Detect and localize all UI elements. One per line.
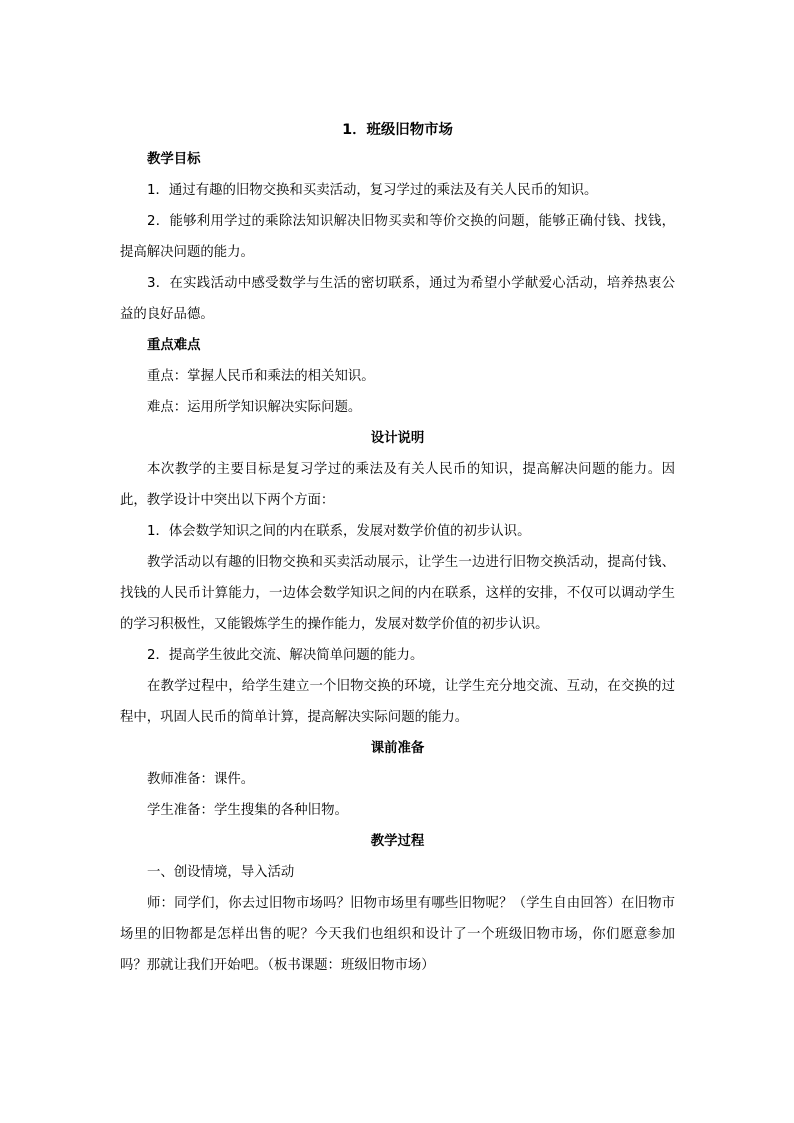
student-preparation: 学生准备：学生搜集的各种旧物。 <box>147 803 348 818</box>
teacher-preparation: 教师准备：课件。 <box>147 772 255 787</box>
step-1-text: 师：同学们，你去过旧物市场吗？旧物市场里有哪些旧物呢？（学生自由回答）在旧物市场里的旧物都是怎样出售的呢？今天我们也组织和设计了一个班级旧物市场，你们愿意参加吗？那就让我们开始吧。（板书课题：班级旧物市场） <box>120 896 675 973</box>
design-intro: 本次教学的主要目标是复习学过的乘法及有关人民币的知识，提高解决问题的能力。因此，教学设计中突出以下两个方面： <box>120 462 675 508</box>
design-point-2: 2．提高学生彼此交流、解决简单问题的能力。 <box>147 648 424 663</box>
design-point-1: 1．体会数学知识之间的内在联系，发展对数学价值的初步认识。 <box>147 524 531 539</box>
design-point-1-text: 教学活动以有趣的旧物交换和买卖活动展示，让学生一边进行旧物交换活动，提高付钱、找钱的人民币计算能力，一边体会数学知识之间的内在联系，这样的安排，不仅可以调动学生的学习积极性，又能锻炼学生的操作能力，发展对数学价值的初步认识。 <box>120 555 675 632</box>
page-title: 1．班级旧物市场 <box>342 122 453 138</box>
objective-item: 2．能够利用学过的乘除法知识解决旧物买卖和等价交换的问题，能够正确付钱、找钱，提高解决问题的能力。 <box>120 214 675 260</box>
section-heading-objectives: 教学目标 <box>147 152 201 167</box>
section-heading-process: 教学过程 <box>370 834 425 849</box>
section-heading-preparation: 课前准备 <box>370 741 425 756</box>
step-1-heading: 一、创设情境，导入活动 <box>147 865 295 880</box>
difficult-point: 难点：运用所学知识解决实际问题。 <box>147 400 362 415</box>
objective-item: 3．在实践活动中感受数学与生活的密切联系，通过为希望小学献爱心活动，培养热衷公益的良好品德。 <box>120 276 675 322</box>
objective-item: 1．通过有趣的旧物交换和买卖活动，复习学过的乘法及有关人民币的知识。 <box>147 183 598 198</box>
section-heading-key-points: 重点难点 <box>147 338 201 353</box>
document-body <box>120 116 675 981</box>
design-point-2-text: 在教学过程中，给学生建立一个旧物交换的环境，让学生充分地交流、互动，在交换的过程中，巩固人民币的简单计算，提高解决实际问题的能力。 <box>120 679 675 725</box>
section-heading-design: 设计说明 <box>370 431 425 446</box>
key-point: 重点：掌握人民币和乘法的相关知识。 <box>147 369 375 384</box>
